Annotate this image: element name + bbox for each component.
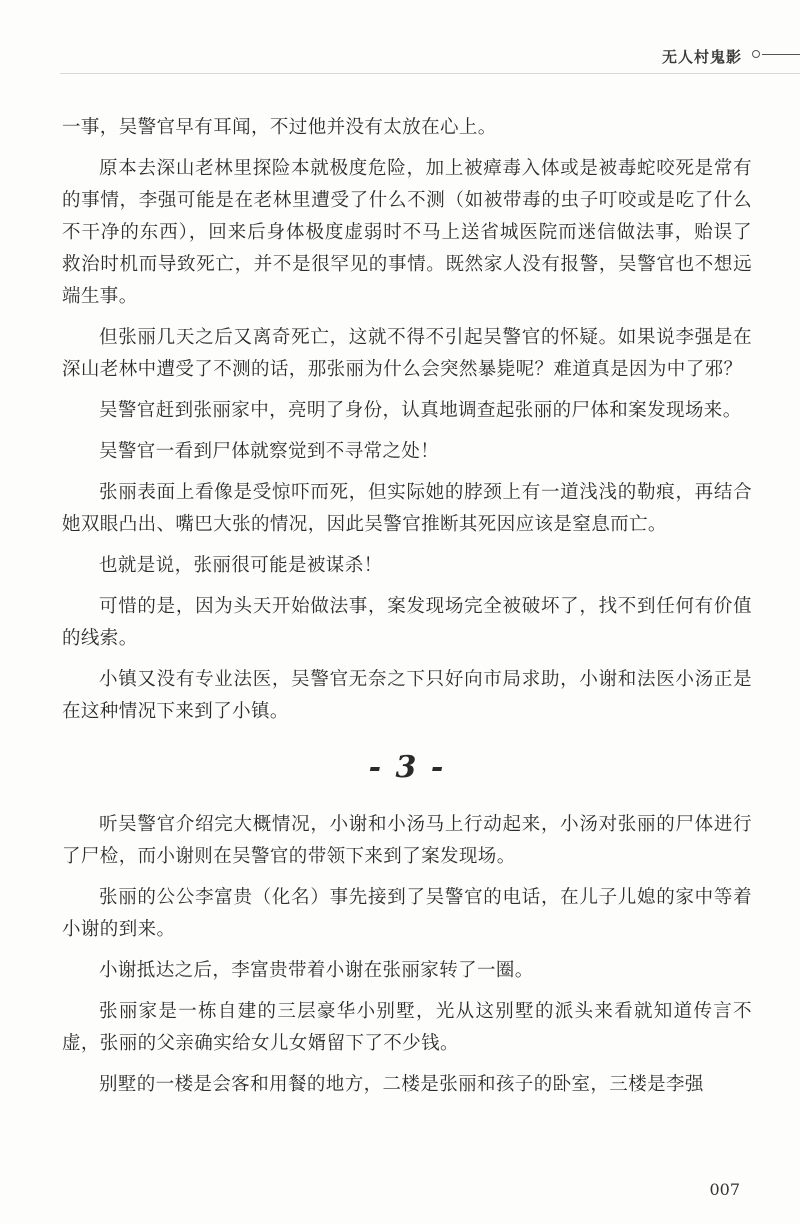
paragraph: 吴警官赶到张丽家中，亮明了身份，认真地调查起张丽的尸体和案发现场来。 (99, 400, 742, 421)
paragraph: 可惜的是，因为头天开始做法事，案发现场完全被破坏了，找不到任何有价值的线索。 (62, 596, 752, 649)
page-body (62, 112, 752, 1110)
paragraph: 别墅的一楼是会客和用餐的地方，二楼是张丽和孩子的卧室，三楼是李强 (99, 1074, 704, 1095)
paragraph: 张丽表面上看像是受惊吓而死，但实际她的脖颈上有一道浅浅的勒痕，再结合她双眼凸出、嘴巴大张的情况，因此吴警官推断其死因应该是窒息而亡。 (62, 482, 752, 535)
paragraph: 张丽家是一栋自建的三层豪华小别墅，光从这别墅的派头来看就知道传言不虚，张丽的父亲确实给女儿女婿留下了不少钱。 (62, 1001, 752, 1054)
paragraph: 小谢抵达之后，李富贵带着小谢在张丽家转了一圈。 (99, 960, 534, 981)
header-ornament-icon (748, 54, 800, 56)
running-header (0, 40, 800, 70)
page-number: 007 (709, 1180, 740, 1199)
section-number: - 3 - (368, 750, 446, 785)
paragraph: 听吴警官介绍完大概情况，小谢和小汤马上行动起来，小汤对张丽的尸体进行了尸检，而小谢则在吴警官的带领下来到了案发现场。 (62, 814, 752, 867)
paragraph: 吴警官一看到尸体就察觉到不寻常之处！ (99, 441, 440, 462)
paragraph: 原本去深山老林里探险本就极度危险，加上被瘴毒入体或是被毒蛇咬死是常有的事情，李强可能是在老林里遭受了什么不测（如被带毒的虫子叮咬或是吃了什么不干净的东西），回来后身体极度虚弱时不马上送省城医院而迷信做法事，贻误了救治时机而导致死亡，并不是很罕见的事情。既然家人没有报警，吴警官也不想远端生事。 (62, 158, 752, 307)
paragraph: 一事，吴警官早有耳闻，不过他并没有太放在心上。 (62, 117, 497, 138)
paragraph: 但张丽几天之后又离奇死亡，这就不得不引起吴警官的怀疑。如果说李强是在深山老林中遭受了不测的话，那张丽为什么会突然暴毙呢？难道真是因为中了邪？ (62, 327, 752, 380)
paragraph: 小镇又没有专业法医，吴警官无奈之下只好向市局求助，小谢和法医小汤正是在这种情况下来到了小镇。 (62, 669, 752, 722)
paragraph: 张丽的公公李富贵（化名）事先接到了吴警官的电话，在儿子儿媳的家中等着小谢的到来。 (62, 887, 752, 940)
header-divider (60, 73, 800, 74)
book-title: 无人村鬼影 (661, 48, 742, 66)
paragraph: 也就是说，张丽很可能是被谋杀！ (99, 555, 383, 576)
